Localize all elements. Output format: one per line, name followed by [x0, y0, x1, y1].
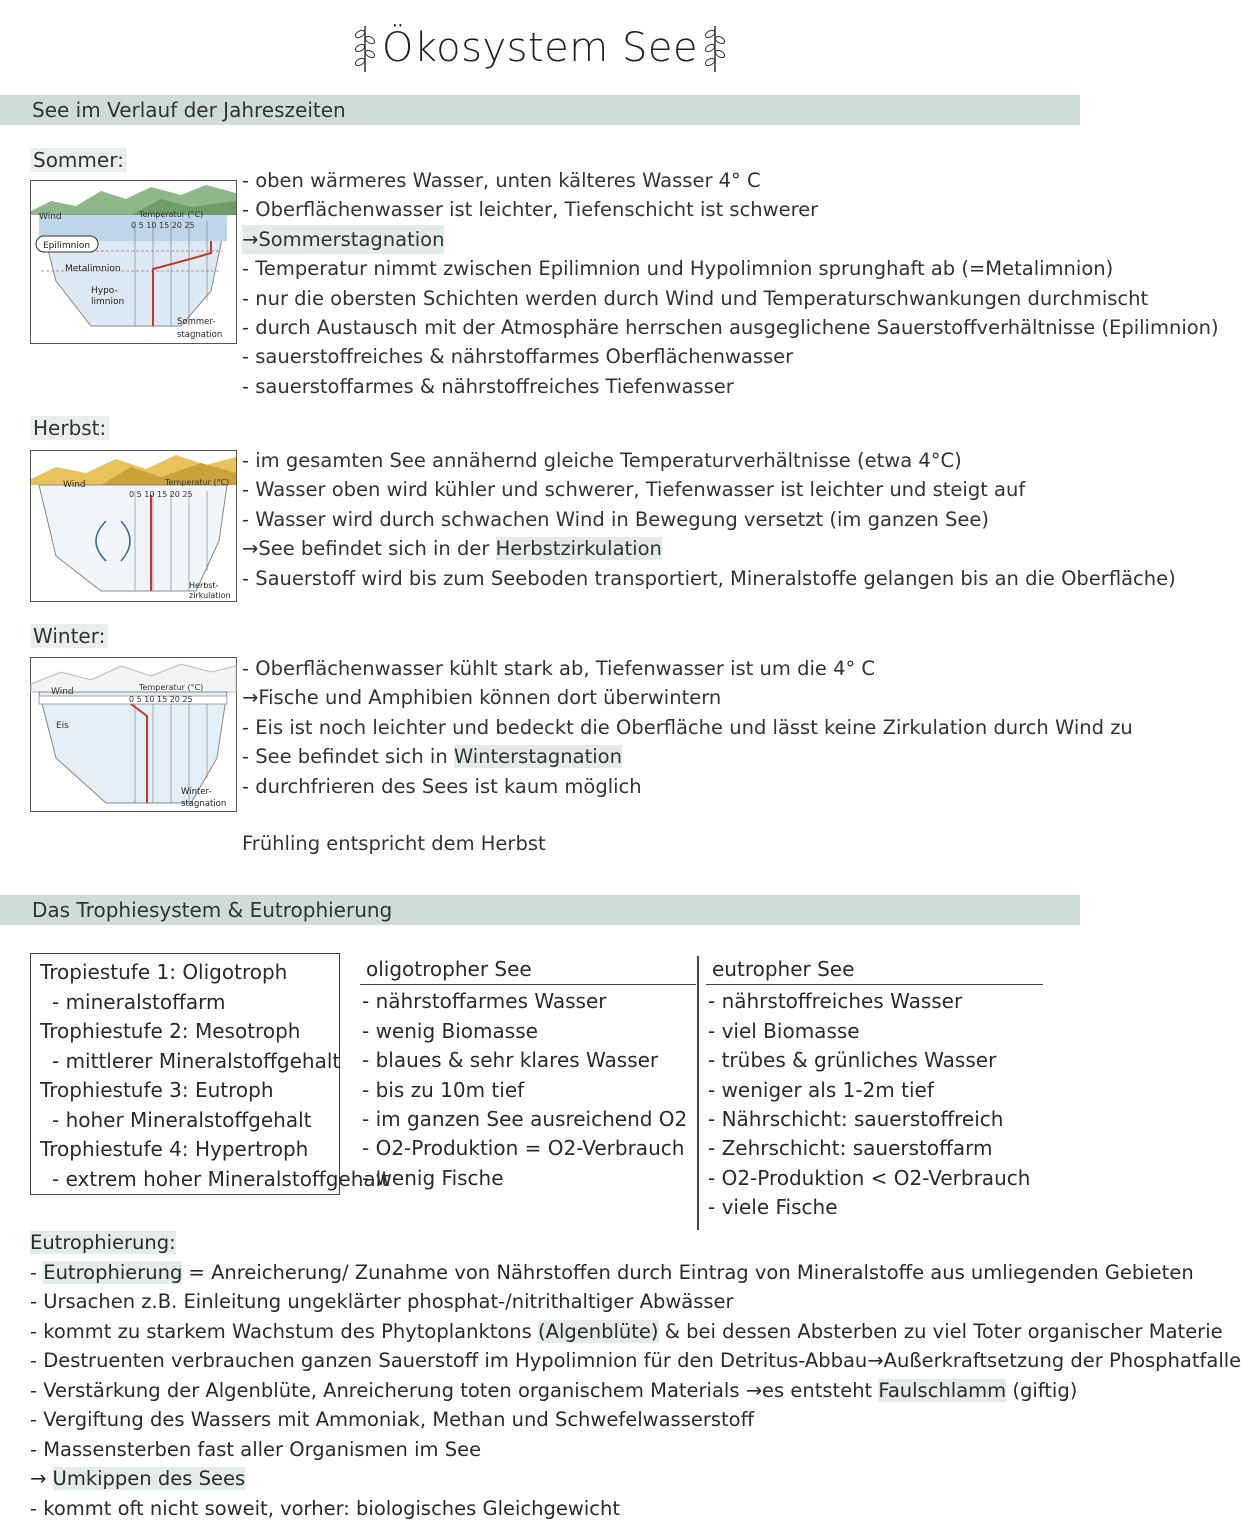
list-item: - nährstoffreiches Wasser — [708, 989, 963, 1014]
column-heading: eutropher See — [706, 955, 1043, 985]
eutrophication-line — [30, 1376, 1241, 1406]
wind-label: Wind — [63, 480, 86, 490]
oligotrophic-column — [360, 955, 696, 1193]
summer-bullets — [242, 166, 1219, 401]
eutrophication-line — [30, 1464, 1241, 1494]
summer-bullet: - Oberflächenwasser ist leichter, Tiefenschicht ist schwerer — [242, 198, 819, 222]
winter-bullets — [242, 654, 1133, 801]
list-item: - bis zu 10m tief — [362, 1077, 525, 1102]
eutrophication-section — [30, 1228, 1241, 1523]
epilimnion-label: Epilimnion — [43, 241, 91, 251]
list-item: - O2-Produktion = O2-Verbrauch — [362, 1136, 685, 1161]
temperature-scale: 0 5 10 15 20 25 — [129, 490, 193, 499]
list-item: - wenig Fische — [362, 1165, 504, 1190]
trophic-level-detail: - extrem hoher Mineralstoffgehalt — [52, 1166, 390, 1191]
summer-bullet: - sauerstoffarmes & nährstoffreiches Tiefenwasser — [242, 374, 734, 398]
hypolimnion-label-2: limnion — [91, 297, 125, 307]
autumn-bullet: - im gesamten See annähernd gleiche Temperaturverhältnisse (etwa 4°C) — [242, 449, 962, 472]
summer-bullet: - sauerstoffreiches & nährstoffarmes Oberflächenwasser — [242, 345, 794, 369]
leaf-sprig-icon — [704, 22, 726, 74]
stagnation-label-1: Sommer- — [177, 317, 216, 327]
list-item: - viel Biomasse — [708, 1018, 860, 1043]
column-divider — [697, 956, 699, 1230]
winter-bullet: - durchfrieren des Sees ist kaum möglich — [242, 774, 642, 798]
line-text: & bei dessen Absterben zu viel Toter organischer Materie — [658, 1319, 1223, 1343]
line-text: = Anreicherung/ Zunahme von Nährstoffen durch Eintrag von Mineralstoffe aus umliegenden Gebieten — [182, 1260, 1194, 1284]
list-item: - nährstoffarmes Wasser — [362, 989, 607, 1014]
ice-label: Eis — [56, 721, 69, 731]
autumn-bullet-text: →See befindet sich in der — [242, 537, 496, 561]
summer-diagram — [30, 180, 237, 344]
highlight-term: Herbstzirkulation — [495, 537, 662, 561]
eutrophication-line: - Ursachen z.B. Einleitung ungeklärter phosphat-/nitrithaltiger Abwässer — [30, 1290, 734, 1313]
temperature-scale: 0 5 10 15 20 25 — [129, 695, 193, 704]
winter-bullet — [242, 742, 1133, 771]
page-title — [0, 22, 1080, 74]
list-item: - wenig Biomasse — [362, 1018, 538, 1043]
list-item: - Zehrschicht: sauerstoffarm — [708, 1136, 993, 1161]
eutrophication-label — [30, 1228, 1241, 1258]
line-text: - — [30, 1260, 44, 1284]
eutrophic-column — [706, 955, 1043, 1223]
stagnation-label-2: stagnation — [177, 330, 223, 340]
eutrophication-line: - Destruenten verbrauchen ganzen Sauerstoff im Hypolimnion für den Detritus-Abbau→Außerkraftsetzung der Phosphatfalle — [30, 1349, 1241, 1372]
line-text: - Verstärkung der Algenblüte, Anreicherung toten organischem Materials →es entsteht — [30, 1378, 879, 1402]
wind-label: Wind — [39, 212, 62, 222]
list-item: - blaues & sehr klares Wasser — [362, 1048, 659, 1073]
summer-bullet: →Sommerstagnation — [242, 225, 444, 254]
trophic-level: Tropiestufe 1: Oligotroph — [40, 960, 288, 984]
line-text: - kommt zu starkem Wachstum des Phytoplanktons — [30, 1319, 539, 1343]
eutrophication-line: - kommt oft nicht soweit, vorher: biologisches Gleichgewicht — [30, 1496, 620, 1520]
highlight-term: (Algenblüte) — [538, 1319, 659, 1343]
summer-bullet: - Temperatur nimmt zwischen Epilimnion und Hypolimnion sprunghaft ab (=Metalimnion) — [242, 257, 1114, 281]
highlight-term: Winterstagnation — [453, 745, 622, 769]
autumn-bullet: - Sauerstoff wird bis zum Seeboden transportiert, Mineralstoffe gelangen bis an die Oberfläche) — [242, 566, 1176, 590]
line-text: (giftig) — [1006, 1378, 1078, 1402]
section-heading-seasons: See im Verlauf der Jahreszeiten — [0, 95, 1080, 125]
list-item: - im ganzen See ausreichend O2 — [362, 1107, 688, 1132]
trophic-level-detail: - mineralstoffarm — [52, 989, 226, 1014]
winter-bullet: - Eis ist noch leichter und bedeckt die Oberfläche und lässt keine Zirkulation durch Wind zu — [242, 715, 1133, 739]
section-heading-trophie: Das Trophiesystem & Eutrophierung — [0, 895, 1080, 925]
summer-bullet: - nur die obersten Schichten werden durch Wind und Temperaturschwankungen durchmischt — [242, 286, 1149, 310]
trophic-level: Trophiestufe 4: Hypertroph — [40, 1137, 309, 1161]
eutrophication-line: - Massensterben fast aller Organismen im See — [30, 1437, 482, 1461]
autumn-bullet: - Wasser wird durch schwachen Wind in Bewegung versetzt (im ganzen See) — [242, 507, 990, 531]
circulation-label-2: zirkulation — [189, 591, 231, 600]
leaf-sprig-icon — [354, 22, 376, 74]
highlight-term: Umkippen des Sees — [52, 1467, 246, 1490]
eutrophication-line: - Vergiftung des Wassers mit Ammoniak, Methan und Schwefelwasserstoff — [30, 1408, 755, 1431]
stagnation-label-2: stagnation — [181, 799, 227, 809]
list-item: - O2-Produktion < O2-Verbrauch — [708, 1165, 1031, 1190]
list-item: - trübes & grünliches Wasser — [708, 1048, 997, 1073]
hypolimnion-label-1: Hypo- — [91, 286, 118, 296]
summer-bullet: - durch Austausch mit der Atmosphäre herrschen ausgeglichene Sauerstoffverhältnisse (Epilimnion) — [242, 316, 1219, 340]
winter-bullet-text: - See befindet sich in — [242, 745, 454, 769]
season-label-winter: Winter: — [30, 624, 108, 648]
temperature-label: Temperatur (°C) — [139, 683, 204, 692]
title-text: Ökosystem See — [381, 25, 699, 71]
list-item: - weniger als 1-2m tief — [708, 1077, 934, 1102]
season-label-autumn: Herbst: — [30, 416, 109, 440]
winter-bullet: →Fische und Amphibien können dort überwintern — [242, 686, 722, 710]
highlight-term: Faulschlamm — [878, 1378, 1007, 1402]
metalimnion-label: Metalimnion — [65, 264, 121, 274]
list-item: - viele Fische — [708, 1195, 838, 1220]
autumn-bullet — [242, 534, 1176, 563]
temperature-label: Temperatur (°C) — [139, 210, 204, 219]
list-item: - Nährschicht: sauerstoffreich — [708, 1107, 1004, 1132]
trophic-level-detail: - hoher Mineralstoffgehalt — [52, 1107, 312, 1132]
highlight-term: Eutrophierung — [43, 1260, 183, 1284]
summer-bullet: - oben wärmeres Wasser, unten kälteres Wasser 4° C — [242, 169, 761, 192]
trophic-level-detail: - mittlerer Mineralstoffgehalt — [52, 1048, 341, 1073]
line-text: → — [30, 1467, 53, 1490]
eutrophication-heading: Eutrophierung: — [30, 1231, 176, 1254]
winter-diagram — [30, 657, 237, 812]
trophic-level: Trophiestufe 3: Eutroph — [40, 1078, 274, 1102]
trophic-level: Trophiestufe 2: Mesotroph — [40, 1019, 301, 1043]
autumn-diagram — [30, 450, 237, 602]
trophic-levels-box — [30, 953, 390, 1195]
temperature-scale: 0 5 10 15 20 25 — [131, 221, 195, 230]
temperature-label: Temperatur (°C) — [165, 478, 230, 487]
season-label-summer: Sommer: — [30, 148, 127, 172]
wind-label: Wind — [51, 687, 74, 697]
spring-note: Frühling entspricht dem Herbst — [242, 832, 546, 855]
eutrophication-line — [30, 1258, 1241, 1288]
column-heading: oligotropher See — [360, 955, 696, 985]
eutrophication-line — [30, 1317, 1241, 1347]
circulation-label-1: Herbst- — [189, 581, 219, 590]
autumn-bullet: - Wasser oben wird kühler und schwerer, Tiefenwasser ist leichter und steigt auf — [242, 478, 1026, 502]
winter-bullet: - Oberflächenwasser kühlt stark ab, Tiefenwasser ist um die 4° C — [242, 657, 876, 680]
autumn-bullets — [242, 446, 1176, 593]
stagnation-label-1: Winter- — [181, 787, 212, 797]
